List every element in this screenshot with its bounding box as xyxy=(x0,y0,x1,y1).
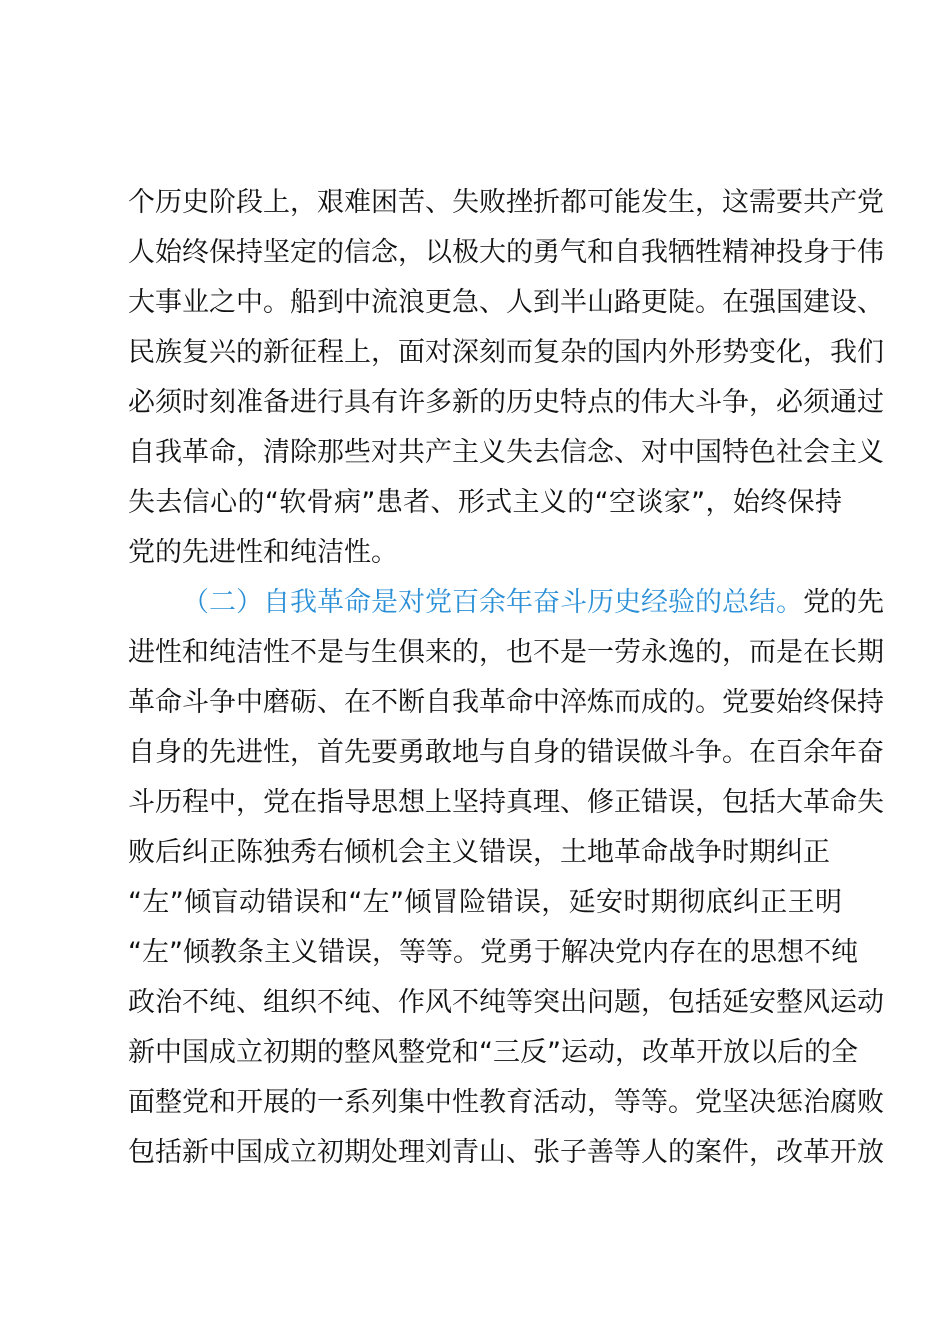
paragraph-1-line-6: 自我革命，清除那些对共产主义失去信念、对中国特色社会主义 xyxy=(128,437,884,468)
section-heading: （二）自我革命是对党百余年奋斗历史经验的总结。 xyxy=(182,587,803,618)
paragraph-2-line-7: “左”倾盲动错误和“左”倾冒险错误，延安时期彻底纠正王明 xyxy=(128,887,842,918)
paragraph-2-line-8: “左”倾教条主义错误，等等。党勇于解决党内存在的思想不纯 xyxy=(128,937,858,968)
paragraph-2-line-12: 包括新中国成立初期处理刘青山、张子善等人的案件，改革开放 xyxy=(128,1137,884,1168)
paragraph-2-line-6: 败后纠正陈独秀右倾机会主义错误，土地革命战争时期纠正 xyxy=(128,837,830,868)
paragraph-1-line-5: 必须时刻准备进行具有许多新的历史特点的伟大斗争，必须通过 xyxy=(128,387,884,418)
paragraph-2-line-9: 政治不纯、组织不纯、作风不纯等突出问题，包括延安整风运动 xyxy=(128,987,884,1018)
paragraph-2-line-11: 面整党和开展的一系列集中性教育活动，等等。党坚决惩治腐败 xyxy=(128,1087,884,1118)
paragraph-1-line-8: 党的先进性和纯洁性。 xyxy=(128,537,398,568)
paragraph-2-line-1-rest: 党的先 xyxy=(803,587,884,618)
paragraph-1-line-7: 失去信心的“软骨病”患者、形式主义的“空谈家”，始终保持 xyxy=(128,487,842,518)
paragraph-1-line-4: 民族复兴的新征程上，面对深刻而复杂的国内外形势变化，我们 xyxy=(128,337,884,368)
paragraph-2-line-2: 进性和纯洁性不是与生俱来的，也不是一劳永逸的，而是在长期 xyxy=(128,637,884,668)
paragraph-1-line-3: 大事业之中。船到中流浪更急、人到半山路更陡。在强国建设、 xyxy=(128,287,884,318)
paragraph-2-line-10: 新中国成立初期的整风整党和“三反”运动，改革开放以后的全 xyxy=(128,1037,858,1068)
paragraph-2-line-4: 自身的先进性，首先要勇敢地与自身的错误做斗争。在百余年奋 xyxy=(128,737,884,768)
paragraph-1-line-2: 人始终保持坚定的信念，以极大的勇气和自我牺牲精神投身于伟 xyxy=(128,237,884,268)
paragraph-2-line-5: 斗历程中，党在指导思想上坚持真理、修正错误，包括大革命失 xyxy=(128,787,884,818)
paragraph-1-line-1: 个历史阶段上，艰难困苦、失败挫折都可能发生，这需要共产党 xyxy=(128,187,884,218)
paragraph-2-line-3: 革命斗争中磨砺、在不断自我革命中淬炼而成的。党要始终保持 xyxy=(128,687,884,718)
paragraph-2-line-1 xyxy=(182,581,884,625)
